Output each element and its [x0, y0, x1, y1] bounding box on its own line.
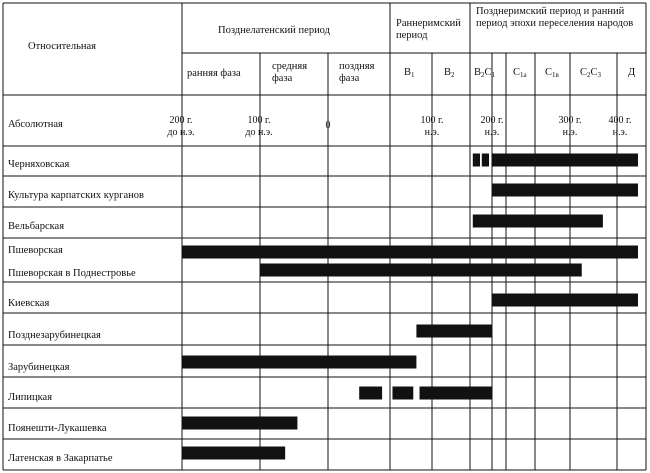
timeline-bar [392, 387, 413, 400]
timeline-bar [482, 154, 489, 167]
culture-label: Липицкая [8, 392, 53, 403]
period-late-roman: Позднеримский период и ранний период эпохи переселения народов [476, 6, 634, 30]
date-0: 0 [325, 120, 331, 131]
timeline-bar [416, 325, 492, 338]
culture-label: Черняховская [8, 159, 70, 170]
timeline-bar [359, 387, 382, 400]
period-latene: Позднелатенский период [218, 25, 330, 36]
phase-c1a: $C_{1a}$ [513, 67, 527, 79]
culture-label: Зарубинецкая [8, 362, 70, 373]
culture-label: Киевская [8, 298, 50, 309]
timeline-bar [182, 246, 638, 259]
phase-c1v: $C_{1в}$ [545, 67, 559, 79]
timeline-bar [492, 294, 638, 307]
timeline-bar [492, 154, 638, 167]
culture-label: Пшеворская в Поднестровье [8, 268, 136, 279]
absolute-label: Абсолютная [8, 119, 63, 130]
culture-label: Позднезарубинецкая [8, 330, 101, 341]
date-100bc: 100 г. до н.э. [245, 115, 273, 138]
phase-b1: $B_1$ [404, 67, 415, 79]
timeline-bar [492, 184, 638, 197]
timeline-bar [182, 356, 416, 369]
date-400ad: 400 г. н.э. [608, 115, 632, 138]
timeline-bar [182, 447, 285, 460]
timeline-bar [473, 215, 603, 228]
date-200ad: 200 г. н.э. [480, 115, 504, 138]
timeline-bar [182, 417, 297, 430]
culture-label: Культура карпатских курганов [8, 190, 144, 201]
phase-d: Д [628, 67, 636, 78]
date-100ad: 100 г. н.э. [420, 115, 444, 138]
phase-c2c3: $C_2C_3$ [580, 67, 602, 79]
period-early-roman: Раннеримский период [396, 18, 461, 42]
culture-label: Вельбарская [8, 221, 65, 232]
culture-label: Поянешти-Лукашевка [8, 423, 107, 434]
culture-label: Латенская в Закарпатье [8, 453, 113, 464]
phase-early: ранняя фаза [187, 68, 241, 79]
phase-b2c1: $B_2C_1$ [474, 67, 496, 79]
phase-middle: средняя фаза [272, 61, 308, 85]
timeline-bar [420, 387, 492, 400]
date-200bc: 200 г. до н.э. [167, 115, 195, 138]
culture-label: Пшеворская [8, 245, 63, 256]
phase-late: поздняя фаза [339, 61, 375, 85]
date-300ad: 300 г. н.э. [558, 115, 582, 138]
timeline-bar [260, 264, 582, 277]
phase-b2: $B_2$ [444, 67, 455, 79]
timeline-bar [473, 154, 480, 167]
relative-header: Относительная [28, 41, 96, 52]
